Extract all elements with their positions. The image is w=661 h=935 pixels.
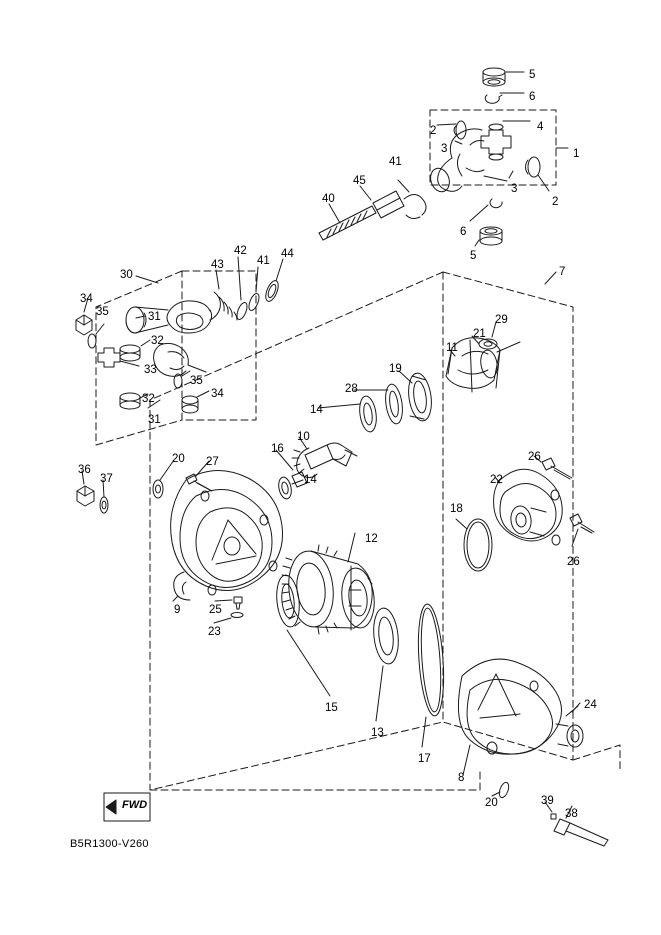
diagram-code-label: B5R1300-V260	[70, 838, 149, 850]
part-14-oil-seal-upper	[318, 395, 378, 433]
callout-number-22: 22	[490, 474, 503, 486]
callout-number-9: 9	[174, 604, 181, 616]
callout-number-18: 18	[450, 503, 463, 515]
callout-number-10: 10	[297, 431, 310, 443]
part-14-oil-seal-lower	[277, 476, 303, 500]
callout-number-14: 14	[310, 404, 323, 416]
part-42-washer-42	[235, 257, 249, 321]
callout-number-16: 16	[271, 443, 284, 455]
callout-number-15: 15	[325, 702, 338, 714]
leader-40	[329, 204, 340, 223]
leader-30	[136, 276, 158, 283]
callout-number-4: 4	[537, 121, 544, 133]
callout-number-7: 7	[559, 266, 566, 278]
callout-number-25: 25	[209, 604, 222, 616]
callout-number-32: 32	[142, 393, 155, 405]
callout-number-28: 28	[345, 383, 358, 395]
part-26-bolt-lower	[570, 514, 594, 546]
part-32-bearing-cap-top	[120, 340, 150, 361]
callout-number-34: 34	[211, 388, 224, 400]
callout-number-5: 5	[470, 250, 477, 262]
part-33-cross-33	[98, 348, 139, 367]
part-17-o-ring-large	[415, 603, 447, 747]
callout-number-35: 35	[190, 375, 203, 387]
callout-number-6: 6	[460, 226, 467, 238]
part-2-bearing-cap-left	[437, 121, 466, 139]
part-36-nut-36	[77, 471, 94, 506]
callout-number-20: 20	[172, 453, 185, 465]
part-9-gear-case-housing	[171, 470, 283, 601]
part-6-circlip-bottom	[470, 199, 502, 221]
callout-number-45: 45	[353, 175, 366, 187]
part-34-bushing-right	[182, 391, 209, 413]
callout-number-2: 2	[430, 125, 437, 137]
callout-number-44: 44	[281, 248, 294, 260]
callout-number-29: 29	[495, 314, 508, 326]
part-2-bearing-cap-right	[526, 157, 550, 191]
callout-number-14: 14	[304, 474, 317, 486]
callout-number-34: 34	[80, 293, 93, 305]
callout-number-37: 37	[100, 473, 113, 485]
callout-number-24: 24	[584, 699, 597, 711]
callout-number-31: 31	[148, 414, 161, 426]
callout-number-6: 6	[529, 91, 536, 103]
callout-number-39: 39	[541, 795, 554, 807]
callout-number-31: 31	[148, 311, 161, 323]
callout-number-12: 12	[365, 533, 378, 545]
part-28-shim-28	[354, 383, 405, 425]
part-5-bearing-top	[483, 68, 524, 86]
leader-7	[545, 272, 556, 284]
callout-number-26: 26	[567, 556, 580, 568]
part-16-collar-16	[276, 450, 307, 487]
callout-number-21: 21	[473, 328, 486, 340]
leader-3-right	[509, 171, 513, 178]
callout-number-11: 11	[446, 342, 458, 354]
callout-number-27: 27	[206, 456, 219, 468]
callout-number-40: 40	[322, 193, 335, 205]
callout-number-19: 19	[389, 363, 402, 375]
part-19-bearing-19	[399, 371, 434, 422]
callout-number-41: 41	[257, 255, 270, 267]
callout-number-42: 42	[234, 245, 247, 257]
part-4-universal-joint-cross	[481, 121, 530, 160]
part-18-o-ring-18	[456, 519, 492, 571]
part-43-spring-boot	[210, 270, 237, 320]
part-41-circlip-small	[247, 267, 261, 312]
callout-number-3: 3	[511, 183, 518, 195]
callout-number-32: 32	[151, 335, 164, 347]
callout-number-43: 43	[211, 259, 224, 271]
part-41-circlip-shaft	[398, 180, 426, 219]
callout-number-5: 5	[529, 69, 536, 81]
part-20-washer-20-left	[153, 460, 174, 498]
part-6-circlip-top	[485, 93, 524, 103]
part-45-shaft-sleeve	[373, 191, 404, 218]
leader-45	[360, 186, 371, 200]
callout-number-30: 30	[120, 269, 133, 281]
callout-number-13: 13	[371, 727, 384, 739]
callout-number-1: 1	[573, 148, 580, 160]
part-40-drive-shaft	[319, 206, 376, 240]
part-15-bearing-15	[274, 574, 330, 696]
fwd-label: FWD	[122, 799, 148, 811]
callout-number-3: 3	[441, 143, 448, 155]
part-10-drive-pinion-gear	[292, 437, 357, 478]
part-13-bearing-13	[371, 607, 401, 721]
callout-number-36: 36	[78, 464, 91, 476]
callout-number-38: 38	[565, 808, 578, 820]
callout-number-17: 17	[418, 753, 431, 765]
callout-number-23: 23	[208, 626, 221, 638]
part-22-bearing-retainer	[494, 469, 563, 545]
callout-number-41: 41	[389, 156, 402, 168]
callout-number-2: 2	[552, 196, 559, 208]
callout-number-35: 35	[96, 306, 109, 318]
fwd-orientation-marker	[104, 793, 150, 821]
part-12-differential-assembly	[282, 533, 377, 634]
callout-number-8: 8	[458, 772, 465, 784]
part-5-bearing-bottom	[475, 227, 502, 246]
callout-number-33: 33	[144, 364, 157, 376]
part-38-bolt-38	[554, 806, 608, 846]
callout-number-20: 20	[485, 797, 498, 809]
callout-number-26: 26	[528, 451, 541, 463]
